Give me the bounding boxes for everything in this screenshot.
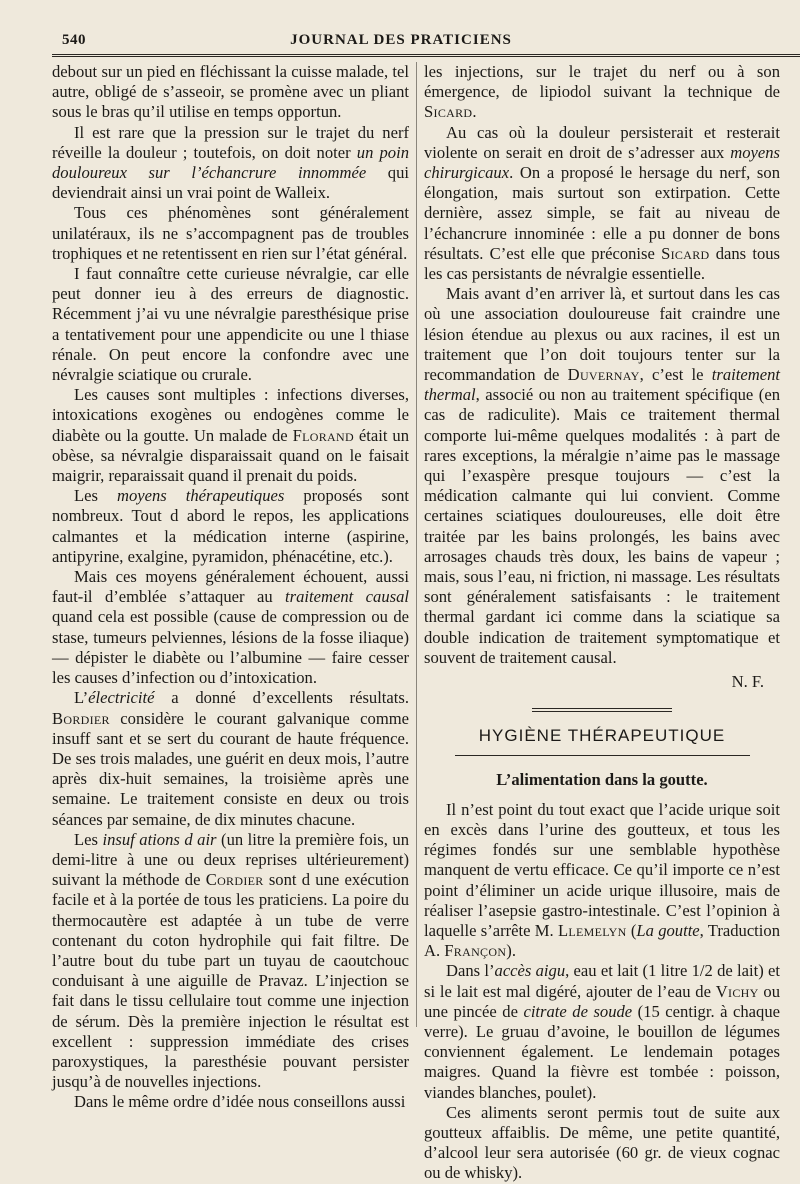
- left-column: [52, 62, 410, 1112]
- page-header: [62, 30, 800, 52]
- paragraph: Dans l’accès aigu, eau et lait (1 litre 1/2 de lait) et si le lait est mal digéré, ajouter de l’eau de Vichy ou une pincée de citrate de soude (15 centigr. à chaque verre). Le gruau d’avoine, le bouillon de légumes conviennent également. Le lendemain potages maigres. Quand la fièvre est tombée : poisson, viandes blanches, poulet).: [424, 961, 781, 1102]
- paragraph: Mais avant d’en arriver là, et surtout dans les cas où une association douloureuse fait craindre une lésion étendue au plexus ou aux racines, il est un traitement que l’on doit toujours tenter sur la recommandation de Duvernay, c’est le traitement thermal, associé ou non au traitement spécifique (en cas de radiculite). Mais ce traitement thermal comporte lui-même quelques modalités : à part de rares exceptions, la méralgie n’aime pas le massage qui l’exaspère presque toujours — c’est la médication calmante qui lui convient. Comme certaines sciatiques douloureuses, elle doit être traitée par les bains prolongés, les bains avec arrosages chauds très doux, les bains de vapeur ; mais, sous l’eau, ni friction, ni massage. Les résultats sont généralement satisfaisants : le traitement thermal gardant ici comme dans la sciatique sa double indication de traitement symptomatique et souvent de traitement causal.: [424, 284, 780, 667]
- section-rule: [532, 708, 672, 712]
- emphasis: insuf ations d air: [102, 829, 217, 849]
- emphasis: citrate de soude: [523, 1001, 633, 1021]
- emphasis: La goutte: [636, 920, 700, 940]
- signature: N. F.: [731, 672, 764, 692]
- paragraph: Il n’est point du tout exact que l’acide urique soit en excès dans l’urine des goutteux, et tous les régimes fondés sur une semblable hypothèse manquent de vertu efficace. Ce qu’il importe ce n’est point d’éliminer un acide urique illusoire, mais de réaliser l’asepsie gastro-intestinale. C’est l’opinion à laquelle s’arrête M. Llemelyn (La goutte, Traduction A. Françon).: [424, 799, 780, 961]
- author-name: Sicard: [424, 102, 473, 122]
- emphasis: un poin douloureux sur l’échancrure innommée: [52, 142, 409, 183]
- paragraph: Dans le même ordre d’idée nous conseillons aussi: [74, 1092, 406, 1112]
- paragraph: I faut connaître cette curieuse névralgie, car elle peut donner ieu à des erreurs de diagnostic. Récemment j’ai vu une névralgie paresthésique prise a tentativement pour une appendicite ou une l thiase rénale. On peut encore la confondre avec une névralgie sciatique ou crurale.: [52, 264, 409, 385]
- brand-name: Vichy: [715, 981, 759, 1001]
- emphasis: accès aigu: [494, 961, 566, 981]
- paragraph: Tous ces phénomènes sont généralement unilatéraux, ils ne s’accompagnent pas de troubles trophiques et ne retentissent en rien sur l’état général.: [52, 203, 409, 263]
- paragraph: Les moyens thérapeutiques proposés sont nombreux. Tout d abord le repos, les applications calmantes et la médication interne (aspirine, antipyrine, exalgine, pyramidon, phénacétine, etc.).: [52, 486, 410, 566]
- emphasis: moyens thérapeutiques: [116, 486, 285, 506]
- emphasis: traitement causal: [285, 587, 409, 607]
- right-column: [424, 62, 781, 1183]
- paragraph: Mais ces moyens généralement échouent, aussi faut-il d’emblée s’attaquer au traitement causal quand cela est possible (cause de compression ou de stase, tumeurs pelviennes, lésions de la fosse iliaque) — dépister le diabète ou l’albumine — faire cesser les causes d’infection ou d’intoxication.: [52, 567, 409, 688]
- paragraph: Les causes sont multiples : infections diverses, intoxications exogènes ou endogènes comme le diabète ou la goutte. Un malade de Florand était un obèse, sa névralgie disparaissait quand on le faisait maigrir, reparaissait quand il prenait du poids.: [52, 385, 409, 486]
- author-name: Duvernay: [567, 365, 640, 385]
- author-name: Florand: [292, 425, 354, 445]
- section-heading: HYGIÈNE THÉRAPEUTIQUE: [478, 726, 726, 746]
- author-name: Françon: [444, 941, 507, 961]
- paragraph: Les insuf ations d air (un litre la première fois, un demi-litre à une ou deux reprises ultérieurement) suivant la méthode de Cordier sont d une exécution facile et à la portée de tous les praticiens. La poire du thermocautère est adaptée à un tube de verre contenant du coton hydrophile qui fait filtre. De l’autre bout du tube part un tuyau de caoutchouc conduisant à une aiguille de Pravaz. L’injection se fait dans le tissu cellulaire tout comme une injection de sérum. Dès la première injection le résultat est excellent : suppression immédiate des crises paroxystiques, la paresthésie pouvant persister jusqu’à de nouvelles injections.: [52, 829, 410, 1092]
- paragraph: Il est rare que la pression sur le trajet du nerf réveille la douleur ; toutefois, on doit noter un poin douloureux sur l’échancrure innommée qui deviendrait ainsi un vrai point de Walleix.: [52, 122, 409, 203]
- header-rule: [52, 54, 800, 57]
- emphasis: traitement thermal: [424, 365, 780, 405]
- emphasis: électricité: [88, 688, 155, 708]
- author-name: Cordier: [205, 870, 264, 890]
- paragraph: L’électricité a donné d’excellents résultats. Bordier considère le courant galvanique comme insuff sant et se sert du courant de haute fréquence. De ses trois malades, une guérit en deux mois, l’autre après dix-huit semaines, la troisième après une semaine. Le traitement consiste en deux ou trois séances par semaine, de dix minutes chacune.: [52, 688, 409, 829]
- running-title: JOURNAL DES PRATICIENS: [290, 32, 512, 48]
- emphasis: moyens chirurgicaux: [424, 142, 780, 183]
- author-name: Bordier: [52, 708, 110, 728]
- column-divider: [416, 62, 417, 1027]
- paragraph: Au cas où la douleur persisterait et resterait violente on serait en droit de s’adresser aux moyens chirurgicaux. On a proposé le hersage du nerf, son élongation, mais surtout son extirpation. Cette dernière, assez simple, se fait au niveau de l’échancrure innominée : elle a pu donner de bons résultats. C’est elle que préconise Sicard dans tous les cas persistants de névralgie essentielle.: [424, 122, 780, 284]
- author-name: Sicard: [661, 243, 710, 263]
- paragraph: les injections, sur le trajet du nerf ou à son émergence, de lipiodol suivant la technique de Sicard.: [424, 62, 780, 122]
- article-title: L’alimentation dans la goutte.: [496, 769, 708, 789]
- author-name: Llemelyn: [557, 920, 627, 940]
- paragraph: Ces aliments seront permis tout de suite aux goutteux affaiblis. De même, une petite quantité, d’alcool leur sera autorisée (60 gr. de vieux cognac ou de whisky).: [424, 1102, 780, 1183]
- paragraph: debout sur un pied en fléchissant la cuisse malade, tel autre, obligé de s’asseoir, se promène avec un pliant sous le bras qu’il utilise en temps opportun.: [52, 62, 409, 122]
- page-number: 540: [62, 32, 86, 48]
- section-subrule: [455, 755, 750, 756]
